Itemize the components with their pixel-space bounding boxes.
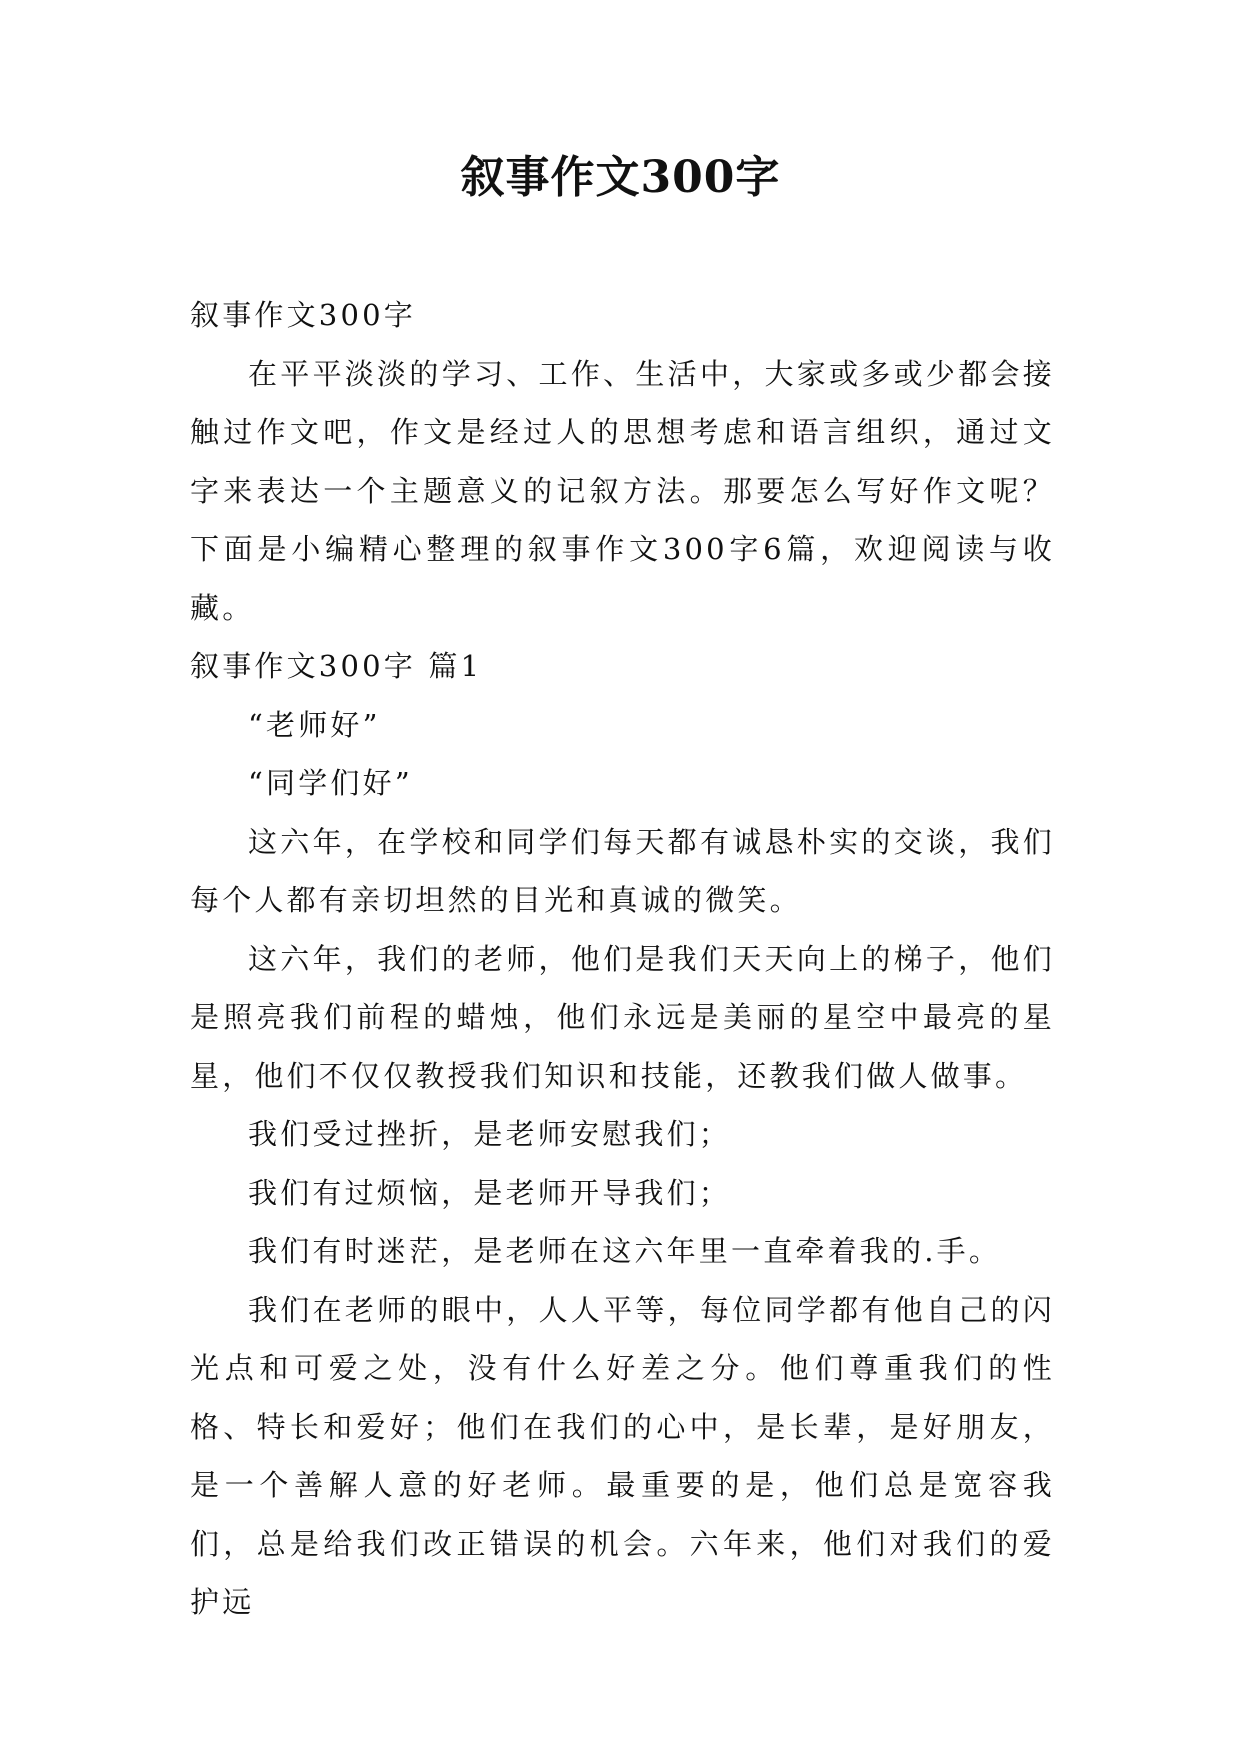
essay-paragraph: 我们有时迷茫，是老师在这六年里一直牵着我的.手。 — [248, 1234, 1002, 1268]
essay-paragraph: “同学们好” — [248, 766, 413, 800]
document-title: 叙事作文300字 — [460, 152, 781, 203]
essay-paragraph: 我们在老师的眼中，人人平等，每位同学都有他自己的闪光点和可爱之处，没有什么好差之分。他们尊重我们的性格、特长和爱好；他们在我们的心中，是长辈，是好朋友，是一个善解人意的好老师。最重要的是，他们总是宽容我们，总是给我们改正错误的机会。六年来，他们对我们的爱护远 — [190, 1292, 1055, 1619]
essay-paragraph: 我们有过烦恼，是老师开导我们； — [248, 1175, 732, 1210]
intro-paragraph: 在平平淡淡的学习、工作、生活中，大家或多或少都会接触过作文吧，作文是经过人的思想考虑和语言组织，通过文字来表达一个主题意义的记叙方法。那要怎么写好作文呢？下面是小编精心整理的叙事作文300字6篇，欢迎阅读与收藏。 — [190, 356, 1055, 625]
document-body — [190, 286, 1055, 1632]
essay-paragraph: 这六年，我们的老师，他们是我们天天向上的梯子，他们是照亮我们前程的蜡烛，他们永远是美丽的星空中最亮的星星，他们不仅仅教授我们知识和技能，还教我们做人做事。 — [190, 941, 1055, 1093]
essay-paragraph: 我们受过挫折，是老师安慰我们； — [248, 1117, 732, 1151]
essay-paragraph: “老师好” — [248, 707, 381, 742]
section-heading: 叙事作文300字 — [190, 298, 416, 332]
essay-heading: 叙事作文300字 篇1 — [190, 649, 483, 683]
essay-paragraph: 这六年，在学校和同学们每天都有诚恳朴实的交谈，我们每个人都有亲切坦然的目光和真诚的微笑。 — [190, 824, 1055, 917]
